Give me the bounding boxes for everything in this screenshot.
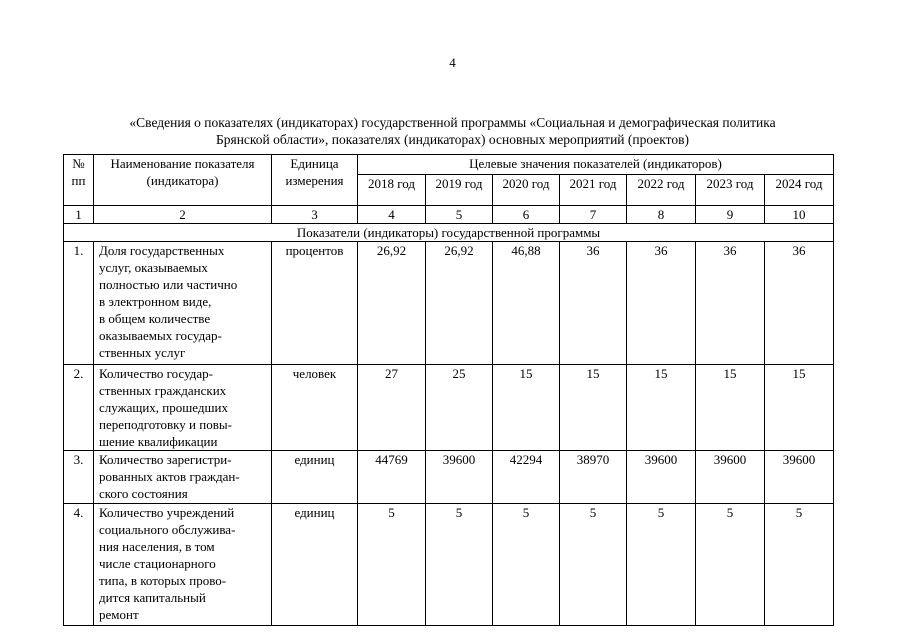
name-line: ния населения, в том (99, 539, 215, 554)
row-unit: единиц (272, 504, 358, 626)
name-line: Доля государственных (99, 243, 225, 258)
name-line: служащих, прошедших (99, 400, 228, 415)
column-number: 5 (426, 206, 493, 224)
header-name-line1: Наименование показателя (110, 156, 255, 171)
year-2018: 2018 год (358, 175, 426, 206)
row-value-2024: 39600 (765, 451, 834, 504)
year-2021: 2021 год (560, 175, 627, 206)
row-unit: единиц (272, 451, 358, 504)
header-name-line2: (индикатора) (146, 173, 219, 188)
name-line: переподготовку и повы- (99, 417, 232, 432)
column-number: 7 (560, 206, 627, 224)
row-indicator-name (94, 365, 272, 451)
row-value-2018: 26,92 (358, 242, 426, 365)
name-line: ремонт (99, 607, 139, 622)
row-value-2018: 27 (358, 365, 426, 451)
row-value-2018: 44769 (358, 451, 426, 504)
name-line: числе стационарного (99, 556, 216, 571)
row-indicator-name (94, 451, 272, 504)
header-target-values: Целевые значения показателей (индикаторов) (358, 155, 834, 175)
name-line: в электронном виде, (99, 294, 212, 309)
row-value-2019: 25 (426, 365, 493, 451)
table-row (64, 242, 834, 365)
name-line: рованных актов граждан- (99, 469, 240, 484)
year-2020: 2020 год (493, 175, 560, 206)
page-number: 4 (449, 55, 456, 70)
row-value-2022: 39600 (627, 451, 696, 504)
column-number: 2 (94, 206, 272, 224)
name-line: оказываемых государ- (99, 328, 222, 343)
section-title: Показатели (индикаторы) государственной программы (64, 224, 834, 242)
row-number: 1. (64, 242, 94, 365)
row-value-2020: 15 (493, 365, 560, 451)
column-number: 6 (493, 206, 560, 224)
row-value-2020: 46,88 (493, 242, 560, 365)
header-unit (272, 155, 358, 206)
row-value-2024: 15 (765, 365, 834, 451)
table-row (64, 451, 834, 504)
row-value-2021: 5 (560, 504, 627, 626)
row-value-2019: 39600 (426, 451, 493, 504)
row-value-2023: 15 (696, 365, 765, 451)
column-number: 4 (358, 206, 426, 224)
title-line-1: «Сведения о показателях (индикаторах) государственной программы «Социальная и демографическая политика (129, 115, 776, 130)
document-title (60, 114, 845, 148)
row-value-2021: 36 (560, 242, 627, 365)
row-value-2018: 5 (358, 504, 426, 626)
name-line: дится капитальный (99, 590, 206, 605)
row-value-2023: 36 (696, 242, 765, 365)
row-value-2022: 36 (627, 242, 696, 365)
row-indicator-name (94, 242, 272, 365)
name-line: полностью или частично (99, 277, 238, 292)
year-2023: 2023 год (696, 175, 765, 206)
header-unit-line2: измерения (285, 173, 344, 188)
row-indicator-name (94, 504, 272, 626)
row-number: 4. (64, 504, 94, 626)
name-line: Количество государ- (99, 366, 214, 381)
title-line-2: Брянской области», показателях (индикаторах) основных мероприятий (проектов) (215, 132, 690, 147)
row-unit: процентов (272, 242, 358, 365)
column-number: 3 (272, 206, 358, 224)
name-line: услуг, оказываемых (99, 260, 208, 275)
table-row (64, 365, 834, 451)
year-2022: 2022 год (627, 175, 696, 206)
header-num-line1: № (72, 156, 85, 171)
row-unit: человек (272, 365, 358, 451)
row-number: 3. (64, 451, 94, 504)
row-value-2024: 36 (765, 242, 834, 365)
year-2019: 2019 год (426, 175, 493, 206)
year-2024: 2024 год (765, 175, 834, 206)
row-value-2019: 26,92 (426, 242, 493, 365)
table-row (64, 504, 834, 626)
column-number: 9 (696, 206, 765, 224)
row-value-2020: 42294 (493, 451, 560, 504)
row-value-2019: 5 (426, 504, 493, 626)
name-line: социального обслужива- (99, 522, 236, 537)
header-num-line2: пп (71, 173, 86, 188)
name-line: ского состояния (99, 486, 188, 501)
name-line: шение квалификации (99, 434, 218, 449)
row-value-2020: 5 (493, 504, 560, 626)
row-value-2023: 39600 (696, 451, 765, 504)
row-number: 2. (64, 365, 94, 451)
name-line: ственных гражданских (99, 383, 227, 398)
row-value-2024: 5 (765, 504, 834, 626)
header-name (94, 155, 272, 206)
row-value-2021: 38970 (560, 451, 627, 504)
header-num (64, 155, 94, 206)
name-line: ственных услуг (99, 345, 186, 360)
row-value-2021: 15 (560, 365, 627, 451)
column-number: 1 (64, 206, 94, 224)
indicators-table (63, 154, 834, 626)
row-value-2022: 5 (627, 504, 696, 626)
header-unit-line1: Единица (290, 156, 339, 171)
name-line: типа, в которых прово- (99, 573, 227, 588)
column-number: 10 (765, 206, 834, 224)
column-number: 8 (627, 206, 696, 224)
name-line: Количество учреждений (99, 505, 235, 520)
name-line: Количество зарегистри- (99, 452, 232, 467)
row-value-2022: 15 (627, 365, 696, 451)
name-line: в общем количестве (99, 311, 211, 326)
row-value-2023: 5 (696, 504, 765, 626)
